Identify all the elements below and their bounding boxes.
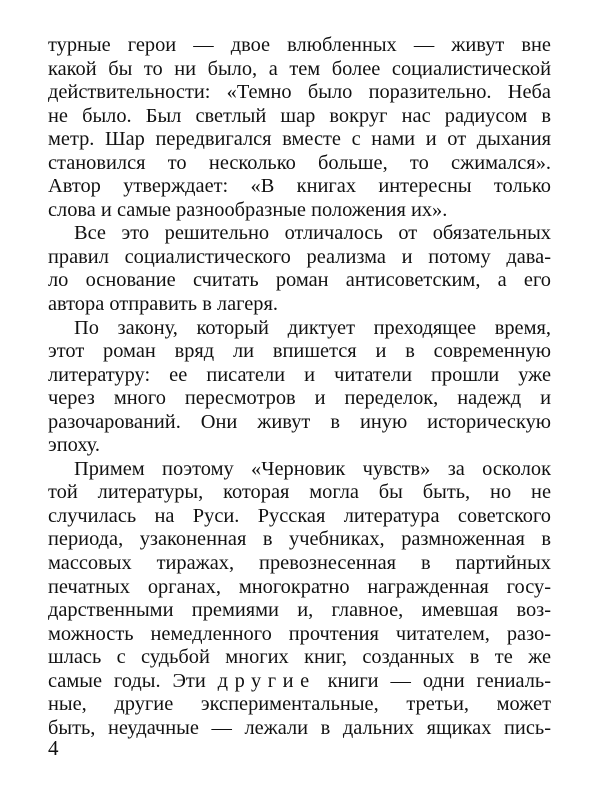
text-line: случилась на Руси. Русская литература советского	[48, 504, 551, 527]
text-segment: книги — одни гениаль-	[315, 669, 551, 692]
text-line: той литературы, которая могла бы быть, но не	[48, 481, 551, 504]
page-text	[48, 34, 551, 740]
text-line: эпоху.	[48, 434, 101, 457]
paragraph-2	[48, 222, 551, 316]
text-line: периода, узаконенная в учебниках, размноженная в	[48, 528, 551, 551]
text-line: можность немедленного прочтения читателем, разо-	[48, 622, 551, 645]
text-segment: самые годы. Эти	[48, 669, 218, 692]
text-line: через много пересмотров и переделок, надежд и	[48, 387, 551, 410]
text-line: не было. Был светлый шар вокруг нас радиусом в	[48, 104, 551, 127]
text-line: литературу: ее писатели и читатели прошли уже	[48, 363, 551, 386]
text-line: печатных органах, многократно награжденная госу-	[48, 575, 551, 598]
paragraph-1	[48, 34, 551, 222]
text-line: По закону, который диктует преходящее время,	[74, 316, 551, 339]
text-line: турные герои — двое влюбленных — живут вне	[48, 34, 551, 56]
text-line: действительности: «Темно было поразительно. Неба	[48, 81, 551, 104]
text-line: быть, неудачные — лежали в дальних ящиках пись-	[48, 716, 551, 739]
text-line: слова и самые разнообразные положения их».	[48, 198, 448, 221]
text-line: Все это решительно отличалось от обязательных	[74, 222, 551, 245]
text-line: Автор утверждает: «В книгах интересны только	[48, 175, 551, 198]
text-line: массовых тиражах, превознесенная в партийных	[48, 552, 551, 575]
text-line: дарственными премиями и, главное, имевшая воз-	[48, 599, 551, 622]
text-line: ло основание считать роман антисоветским, а его	[48, 269, 551, 292]
text-line: ные, другие экспериментальные, третьи, может	[48, 693, 551, 716]
page-number: 4	[48, 736, 59, 760]
text-line: разочарований. Они живут в иную историческую	[48, 410, 551, 433]
text-line: становился то несколько больше, то сжимался».	[48, 151, 551, 174]
text-line: Примем поэтому «Черновик чувств» за осколок	[74, 457, 551, 480]
text-line: правил социалистического реализма и потому дава-	[48, 245, 551, 268]
text-line: автора отправить в лагеря.	[48, 293, 278, 316]
text-line: какой бы то ни было, а тем более социалистической	[48, 57, 551, 80]
text-line: метр. Шар передвигался вместе с нами и от дыхания	[48, 128, 551, 151]
paragraph-4	[48, 458, 551, 741]
paragraph-3	[48, 317, 551, 458]
text-line-with-spaced-word	[48, 670, 551, 694]
text-line: этот роман вряд ли впишется и в современную	[48, 340, 551, 363]
emphasized-word: другие	[217, 669, 316, 692]
text-line: шлась с судьбой многих книг, созданных в те же	[48, 646, 551, 669]
